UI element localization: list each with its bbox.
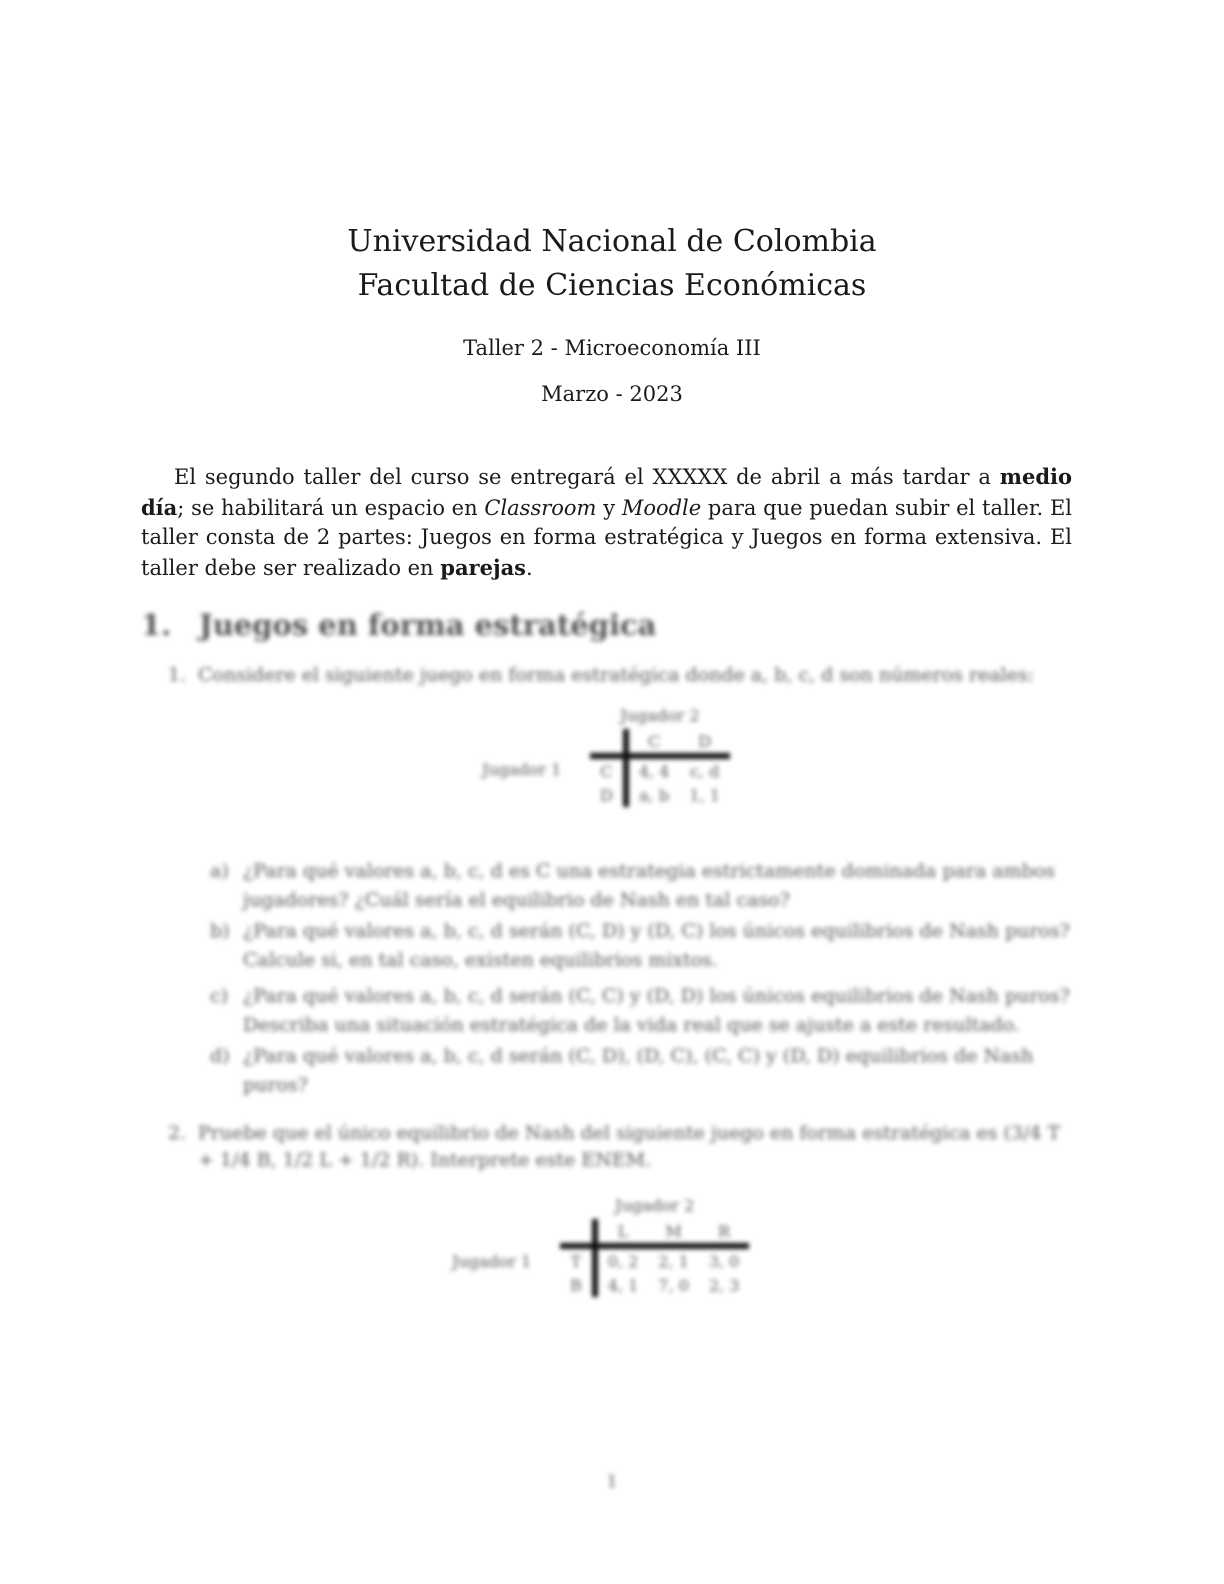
game-1-row <box>590 756 730 783</box>
part-label: d) <box>210 1045 230 1067</box>
game-2-col-label: R <box>699 1219 750 1246</box>
section-1-heading <box>141 608 656 642</box>
game-2-payoff-cell: 7, 0 <box>658 1275 689 1295</box>
game-2-row-label: B <box>560 1273 595 1297</box>
game-1-row-label: D <box>590 783 626 807</box>
part-text: ¿Para qué valores a, b, c, d serán (C, D) y (D, C) los únicos equilibrios de Nash puros? Calcule si, en tal caso, existen equilibrios mixtos. <box>243 920 1070 971</box>
intro-paragraph <box>141 462 1072 583</box>
title-block <box>0 220 1224 406</box>
intro-text-1: El segundo taller del curso se entregará el XXXXX de abril a más tardar a <box>174 465 1000 489</box>
part-label: c) <box>210 985 229 1007</box>
question-1-part-c <box>210 982 1075 1042</box>
part-text: ¿Para qué valores a, b, c, d serán (C, D), (D, C), (C, C) y (D, D) equilibrios de Nash puros? <box>243 1045 1034 1096</box>
question-1-part-b <box>210 917 1075 977</box>
part-label: b) <box>210 920 230 942</box>
workshop-subtitle: Taller 2 - Microeconomía III <box>463 336 761 360</box>
game-2-payoff-table <box>560 1219 749 1297</box>
game-1-payoff-cell: 4, 4 <box>638 761 670 781</box>
game-2-col-label: M <box>648 1219 699 1246</box>
intro-bold-medio-dia: medio día <box>141 464 1072 520</box>
game-2-row <box>560 1246 749 1273</box>
game-2-payoff-cell: 2, 1 <box>658 1251 689 1271</box>
question-1-part-a <box>210 857 1075 917</box>
game-2-payoff-cell: 0, 2 <box>607 1251 639 1271</box>
intro-italic-classroom: Classroom <box>484 495 597 520</box>
game-matrix-2 <box>560 1196 749 1297</box>
question-1-number: 1. <box>168 664 187 686</box>
game-1-col-label: D <box>679 729 730 756</box>
game-2-payoff-cell: 4, 1 <box>607 1275 639 1295</box>
section-number: 1. <box>141 608 172 642</box>
intro-text-3: y <box>596 495 622 520</box>
question-1-text: Considere el siguiente juego en forma estratégica donde a, b, c, d son números reales: <box>198 664 1035 686</box>
game-1-row-label: C <box>590 756 626 783</box>
intro-italic-moodle: Moodle <box>621 495 702 520</box>
game-2-col-label: L <box>595 1219 649 1246</box>
game-2-row-label: T <box>560 1246 595 1273</box>
game-1-player-1-label: Jugador 1 <box>482 760 562 779</box>
question-2-text: Pruebe que el único equilibrio de Nash del siguiente juego en forma estratégica es (3/4 T + 1/4 B, 1/2 L + 1/2 R). Interprete este ENEM. <box>198 1122 1061 1171</box>
intro-text-4: para que puedan subir el taller. El taller consta de 2 partes: Juegos en forma estratégica y Juegos en forma extensiva. El taller debe ser realizado en <box>141 495 1073 580</box>
game-1-row <box>590 783 730 807</box>
question-1-part-d <box>210 1042 1075 1102</box>
game-1-payoff-cell: 1, 1 <box>689 785 720 805</box>
game-1-col-label: C <box>626 729 680 756</box>
game-1-payoff-table <box>590 729 730 807</box>
game-2-header-row <box>560 1219 749 1246</box>
faculty-title: Facultad de Ciencias Económicas <box>357 268 867 303</box>
game-2-row <box>560 1273 749 1297</box>
section-title-text: Juegos en forma estratégica <box>199 608 657 642</box>
part-text: ¿Para qué valores a, b, c, d es C una estrategia estrictamente dominada para ambos jugadores? ¿Cuál sería el equilibrio de Nash en tal caso? <box>243 860 1056 911</box>
question-1 <box>168 662 1073 692</box>
game-2-player-1-label: Jugador 1 <box>452 1252 532 1271</box>
page-number: 1 <box>606 1472 618 1492</box>
game-matrix-1 <box>590 706 730 807</box>
game-1-payoff-cell: a, b <box>639 785 670 805</box>
game-2-payoff-cell: 3, 0 <box>708 1251 740 1271</box>
game-1-player-2-label: Jugador 2 <box>620 706 700 725</box>
question-2 <box>168 1120 1073 1180</box>
intro-text-5: . <box>526 555 533 580</box>
game-2-player-2-label: Jugador 2 <box>615 1196 695 1215</box>
intro-text-2: ; se habilitará un espacio en <box>177 495 485 520</box>
game-1-payoff-cell: c, d <box>689 761 720 781</box>
date-line: Marzo - 2023 <box>541 382 683 406</box>
game-2-payoff-cell: 2, 3 <box>708 1275 740 1295</box>
intro-bold-parejas: parejas <box>440 554 527 580</box>
game-1-header-row <box>590 729 730 756</box>
part-label: a) <box>210 860 229 882</box>
part-text: ¿Para qué valores a, b, c, d serán (C, C) y (D, D) los únicos equilibrios de Nash puros? Describa una situación estratégica de la vida real que se ajuste a este resultado. <box>243 985 1070 1036</box>
university-title: Universidad Nacional de Colombia <box>347 224 877 259</box>
question-2-number: 2. <box>168 1122 187 1144</box>
